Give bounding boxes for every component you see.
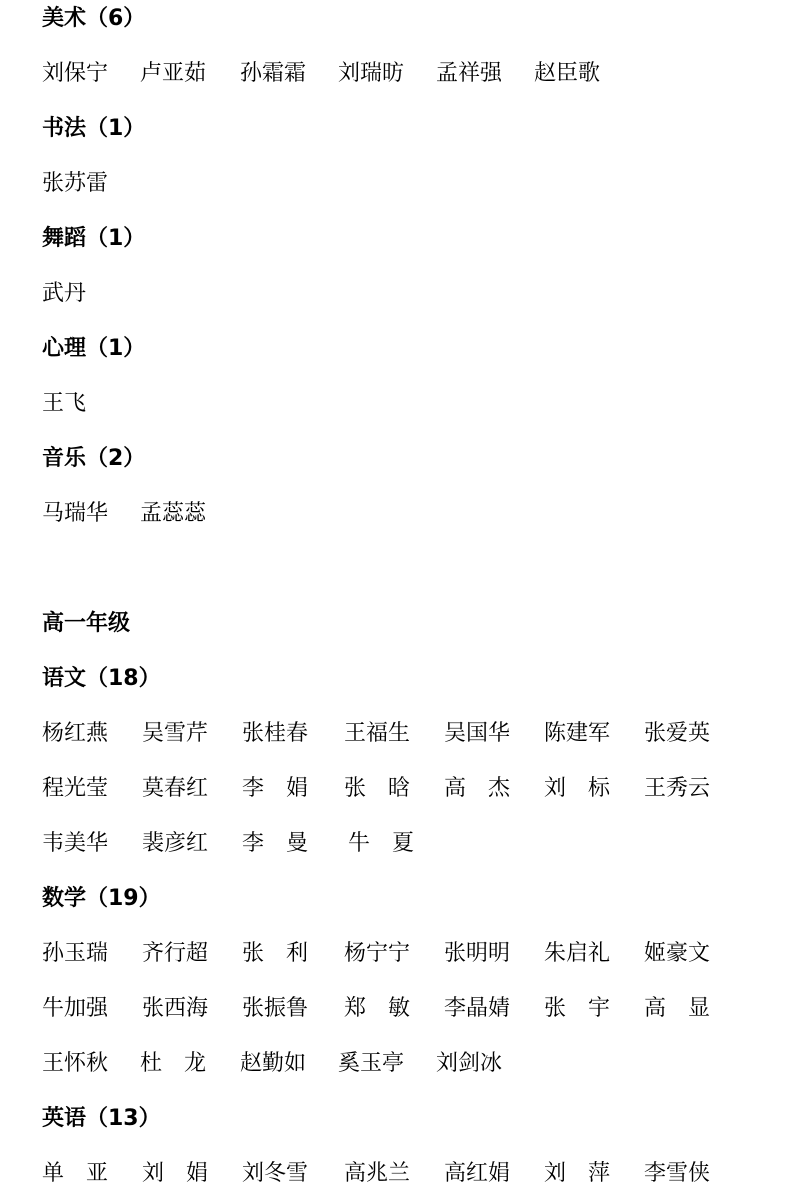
teacher-name: 单 亚 — [42, 1161, 109, 1186]
teacher-name: 孙霜霜 — [240, 61, 307, 86]
teacher-name: 刘保宁 — [42, 61, 109, 86]
teacher-name: 陈建军 — [544, 721, 611, 746]
teacher-name: 杜 龙 — [140, 1051, 207, 1076]
teacher-name: 刘 娟 — [142, 1161, 209, 1186]
teacher-name: 赵勤如 — [240, 1051, 307, 1076]
teacher-name: 孙玉瑞 — [42, 941, 109, 966]
teacher-name: 武丹 — [42, 281, 87, 306]
teacher-name: 杨红燕 — [42, 721, 109, 746]
teacher-name: 李 娟 — [242, 776, 309, 801]
section-heading-psychology: 心理（1） — [42, 336, 146, 361]
teacher-name: 朱启礼 — [544, 941, 611, 966]
teacher-name: 张明明 — [444, 941, 511, 966]
teacher-name: 马瑞华 — [42, 501, 109, 526]
teacher-name: 刘瑞昉 — [338, 61, 405, 86]
teacher-name: 王福生 — [344, 721, 411, 746]
teacher-name: 刘冬雪 — [242, 1161, 309, 1186]
teacher-name: 吴国华 — [444, 721, 511, 746]
teacher-name: 张西海 — [142, 996, 209, 1021]
teacher-name: 高红娟 — [444, 1161, 511, 1186]
teacher-name: 杨宁宁 — [344, 941, 411, 966]
teacher-name: 裴彦红 — [142, 831, 209, 856]
teacher-name: 高 杰 — [444, 776, 511, 801]
teacher-name: 吴雪芹 — [142, 721, 209, 746]
teacher-name: 孟蕊蕊 — [140, 501, 207, 526]
teacher-name: 张 利 — [242, 941, 309, 966]
teacher-name: 张桂春 — [242, 721, 309, 746]
teacher-name: 张爱英 — [644, 721, 711, 746]
teacher-name: 郑 敏 — [344, 996, 411, 1021]
section-heading-math: 数学（19） — [42, 886, 161, 911]
teacher-name: 韦美华 — [42, 831, 109, 856]
teacher-name: 姬豪文 — [644, 941, 711, 966]
teacher-name: 程光莹 — [42, 776, 109, 801]
teacher-name: 王秀云 — [644, 776, 711, 801]
section-heading-english: 英语（13） — [42, 1106, 161, 1131]
grade-heading: 高一年级 — [42, 611, 131, 636]
teacher-name: 王怀秋 — [42, 1051, 109, 1076]
teacher-name: 张 晗 — [344, 776, 411, 801]
teacher-name: 莫春红 — [142, 776, 209, 801]
teacher-name: 牛加强 — [42, 996, 109, 1021]
section-heading-calligraphy: 书法（1） — [42, 116, 146, 141]
teacher-name: 奚玉亭 — [338, 1051, 405, 1076]
teacher-name: 李雪侠 — [644, 1161, 711, 1186]
teacher-name: 王飞 — [42, 391, 87, 416]
teacher-name: 高兆兰 — [344, 1161, 411, 1186]
section-heading-dance: 舞蹈（1） — [42, 226, 146, 251]
teacher-name: 齐行超 — [142, 941, 209, 966]
teacher-name: 李晶婧 — [444, 996, 511, 1021]
teacher-name: 高 显 — [644, 996, 711, 1021]
section-heading-chinese: 语文（18） — [42, 666, 161, 691]
teacher-name: 张 宇 — [544, 996, 611, 1021]
teacher-name: 孟祥强 — [436, 61, 503, 86]
section-heading-music: 音乐（2） — [42, 446, 146, 471]
teacher-name: 赵臣歌 — [534, 61, 601, 86]
section-heading-art: 美术（6） — [42, 6, 146, 31]
teacher-name: 卢亚茹 — [140, 61, 207, 86]
teacher-name: 牛 夏 — [348, 831, 415, 856]
teacher-name: 刘 标 — [544, 776, 611, 801]
teacher-name: 张振鲁 — [242, 996, 309, 1021]
teacher-name: 刘剑冰 — [436, 1051, 503, 1076]
teacher-name: 刘 萍 — [544, 1161, 611, 1186]
teacher-name: 张苏雷 — [42, 171, 109, 196]
teacher-name: 李 曼 — [242, 831, 309, 856]
